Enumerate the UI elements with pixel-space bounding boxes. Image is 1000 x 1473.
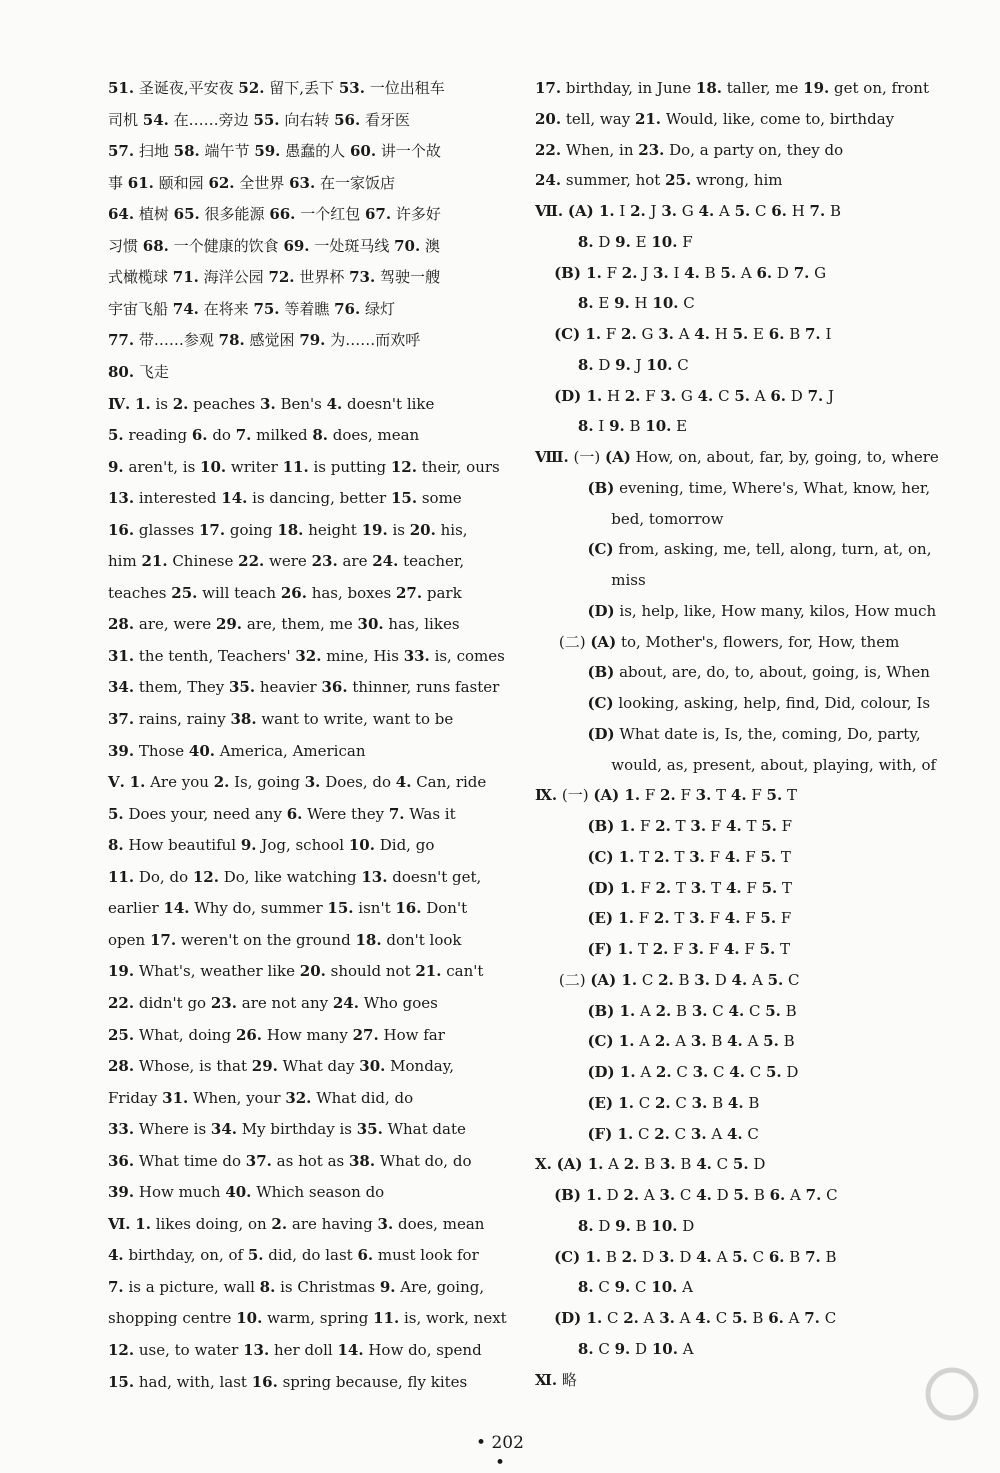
- answer-line: 15. had, with, last 16. spring because, fly kites: [108, 1372, 468, 1391]
- answer-line: 式橄榄球 71. 海洋公园 72. 世界杯 73. 驾驶一艘: [108, 268, 440, 287]
- answer-line: 12. use, to water 13. her doll 14. How do, spend: [108, 1341, 482, 1359]
- answer-line: 习惯 68. 一个健康的饮食 69. 一处斑马线 70. 澳: [108, 236, 440, 255]
- answer-line: teaches 25. will teach 26. has, boxes 27. park: [108, 583, 462, 602]
- watermark-icon: [782, 1366, 982, 1461]
- answer-line: (D) is, help, like, How many, kilos, How much: [587, 601, 937, 620]
- answer-line: (B) 1. A 2. B 3. C 4. C 5. B: [587, 1001, 797, 1020]
- answer-line: 57. 扫地 58. 端午节 59. 愚蠢的人 60. 讲一个故: [108, 142, 441, 161]
- answer-line: (F) 1. C 2. C 3. A 4. C: [587, 1124, 759, 1143]
- answer-line: Ⅺ. 略: [535, 1370, 577, 1389]
- answer-line: 宇宙飞船 74. 在将来 75. 等着瞧 76. 绿灯: [108, 299, 395, 318]
- answer-line: Ⅳ. 1. is 2. peaches 3. Ben's 4. doesn't like: [108, 394, 435, 413]
- answer-line: 20. tell, way 21. Would, like, come to, birthday: [535, 109, 895, 128]
- answer-line: 36. What time do 37. as hot as 38. What do, do: [108, 1151, 472, 1170]
- answer-line: Ⅹ. (A) 1. A 2. B 3. B 4. C 5. D: [535, 1155, 766, 1174]
- answer-line: (二) (A) 1. C 2. B 3. D 4. A 5. C: [535, 970, 800, 989]
- answer-line: Ⅴ. 1. Are you 2. Is, going 3. Does, do 4. Can, ride: [108, 773, 487, 792]
- answer-line: 11. Do, do 12. Do, like watching 13. doesn't get,: [108, 867, 482, 886]
- answer-line: 事 61. 颐和园 62. 全世界 63. 在一家饭店: [108, 173, 395, 192]
- answer-line: 8. D 9. B 10. D: [577, 1216, 695, 1235]
- answer-line: 5. reading 6. do 7. milked 8. does, mean: [108, 426, 420, 445]
- answer-line: 4. birthday, on, of 5. did, do last 6. must look for: [108, 1246, 479, 1265]
- answer-line: (E) 1. C 2. C 3. B 4. B: [587, 1093, 760, 1112]
- answer-line: 39. Those 40. America, American: [108, 741, 366, 760]
- answer-line: 37. rains, rainy 38. want to write, want to be: [108, 710, 454, 728]
- answer-line: 8. E 9. H 10. C: [577, 294, 695, 313]
- answer-line: (B) evening, time, Where's, What, know, her,: [587, 478, 931, 497]
- answer-line: Friday 31. When, your 32. What did, do: [108, 1088, 414, 1107]
- answer-line: (C) looking, asking, help, find, Did, colour, Is: [587, 694, 931, 712]
- page-number: • 202 •: [476, 1433, 524, 1473]
- answer-line: (D) 1. A 2. C 3. C 4. C 5. D: [587, 1063, 799, 1081]
- answer-line: 28. are, were 29. are, them, me 30. has, likes: [108, 615, 460, 634]
- answer-line: (C) 1. F 2. G 3. A 4. H 5. E 6. B 7. I: [554, 325, 832, 343]
- answer-line: Ⅶ. (A) 1. I 2. J 3. G 4. A 5. C 6. H 7. B: [535, 202, 842, 220]
- answer-line: 33. Where is 34. My birthday is 35. What date: [108, 1120, 466, 1139]
- answer-line: 64. 植树 65. 很多能源 66. 一个红包 67. 许多好: [108, 205, 441, 224]
- answer-line: 34. them, They 35. heavier 36. thinner, runs faster: [108, 678, 500, 697]
- answer-line: 39. How much 40. Which season do: [108, 1183, 385, 1202]
- answer-line: 8. D 9. E 10. F: [577, 232, 693, 251]
- answer-line: 13. interested 14. is dancing, better 15. some: [108, 489, 462, 508]
- answer-line: 8. How beautiful 9. Jog, school 10. Did, go: [108, 836, 435, 855]
- answer-line: 31. the tenth, Teachers' 32. mine, His 33. is, comes: [108, 646, 505, 665]
- answer-line: 25. What, doing 26. How many 27. How far: [108, 1025, 445, 1044]
- answer-line: (B) 1. F 2. J 3. I 4. B 5. A 6. D 7. G: [554, 263, 827, 282]
- answer-line: 80. 飞走: [108, 362, 169, 381]
- answer-line: 16. glasses 17. going 18. height 19. is 20. his,: [108, 520, 468, 539]
- answer-line: (D) What date is, Is, the, coming, Do, party,: [587, 724, 921, 743]
- answer-line: 8. I 9. B 10. E: [577, 417, 688, 436]
- answer-line: (C) from, asking, me, tell, along, turn, at, on,: [587, 540, 932, 559]
- answer-line: 28. Whose, is that 29. What day 30. Monday,: [108, 1057, 455, 1076]
- answer-line: (E) 1. F 2. T 3. F 4. F 5. F: [587, 909, 792, 928]
- answer-line: (B) about, are, do, to, about, going, is, When: [587, 663, 930, 682]
- answer-line: (B) 1. F 2. T 3. F 4. T 5. F: [587, 817, 793, 835]
- answer-line: open 17. weren't on the ground 18. don't look: [108, 930, 462, 949]
- answer-line: 8. D 9. J 10. C: [577, 355, 689, 374]
- answer-line: (D) 1. F 2. T 3. T 4. F 5. T: [587, 878, 793, 897]
- answer-line: 17. birthday, in June 18. taller, me 19. get on, front: [535, 79, 929, 97]
- answer-line: (D) 1. H 2. F 3. G 4. C 5. A 6. D 7. J: [554, 386, 835, 405]
- answer-line: Ⅵ. 1. likes doing, on 2. are having 3. does, mean: [108, 1214, 485, 1233]
- answer-line: 8. C 9. C 10. A: [577, 1278, 694, 1297]
- answer-line: (F) 1. T 2. F 3. F 4. F 5. T: [587, 940, 791, 958]
- answer-line: Ⅸ. (一) (A) 1. F 2. F 3. T 4. F 5. T: [535, 786, 797, 805]
- answer-line: 19. What's, weather like 20. should not 21. can't: [108, 962, 484, 981]
- answer-line: (C) 1. T 2. T 3. F 4. F 5. T: [587, 847, 791, 866]
- answer-line: earlier 14. Why do, summer 15. isn't 16. Don't: [108, 899, 468, 918]
- answer-line: 22. didn't go 23. are not any 24. Who goes: [108, 993, 438, 1012]
- answer-line: 51. 圣诞夜,平安夜 52. 留下,丢下 53. 一位出租车: [108, 79, 445, 97]
- answer-line: 22. When, in 23. Do, a party on, they do: [535, 140, 844, 159]
- answer-line: 7. is a picture, wall 8. is Christmas 9. Are, going,: [108, 1277, 485, 1296]
- answer-line: Ⅷ. (一) (A) How, on, about, far, by, going, to, where: [535, 448, 939, 466]
- answer-line: 24. summer, hot 25. wrong, him: [535, 171, 783, 190]
- answer-line: 司机 54. 在……旁边 55. 向右转 56. 看牙医: [108, 110, 410, 129]
- watermark-logo: [782, 1366, 982, 1461]
- answer-line: miss: [535, 571, 646, 589]
- answer-line: shopping centre 10. warm, spring 11. is, work, next: [108, 1309, 507, 1328]
- answer-line: 9. aren't, is 10. writer 11. is putting 12. their, ours: [108, 457, 500, 476]
- answer-line: him 21. Chinese 22. were 23. are 24. teacher,: [108, 552, 465, 571]
- answer-line: (C) 1. A 2. A 3. B 4. A 5. B: [587, 1032, 795, 1051]
- answer-line: (二) (A) to, Mother's, flowers, for, How, them: [535, 632, 900, 651]
- answer-line: would, as, present, about, playing, with, of: [535, 755, 937, 774]
- answer-line: 77. 带……参观 78. 感觉困 79. 为……而欢呼: [108, 331, 421, 350]
- answer-line: 8. C 9. D 10. A: [577, 1339, 694, 1358]
- answer-line: (D) 1. C 2. A 3. A 4. C 5. B 6. A 7. C: [554, 1309, 837, 1327]
- answer-line: bed, tomorrow: [535, 509, 724, 528]
- answer-line: 5. Does your, need any 6. Were they 7. Was it: [108, 804, 456, 823]
- answer-line: (C) 1. B 2. D 3. D 4. A 5. C 6. B 7. B: [554, 1247, 837, 1266]
- answer-line: (B) 1. D 2. A 3. C 4. D 5. B 6. A 7. C: [554, 1186, 838, 1204]
